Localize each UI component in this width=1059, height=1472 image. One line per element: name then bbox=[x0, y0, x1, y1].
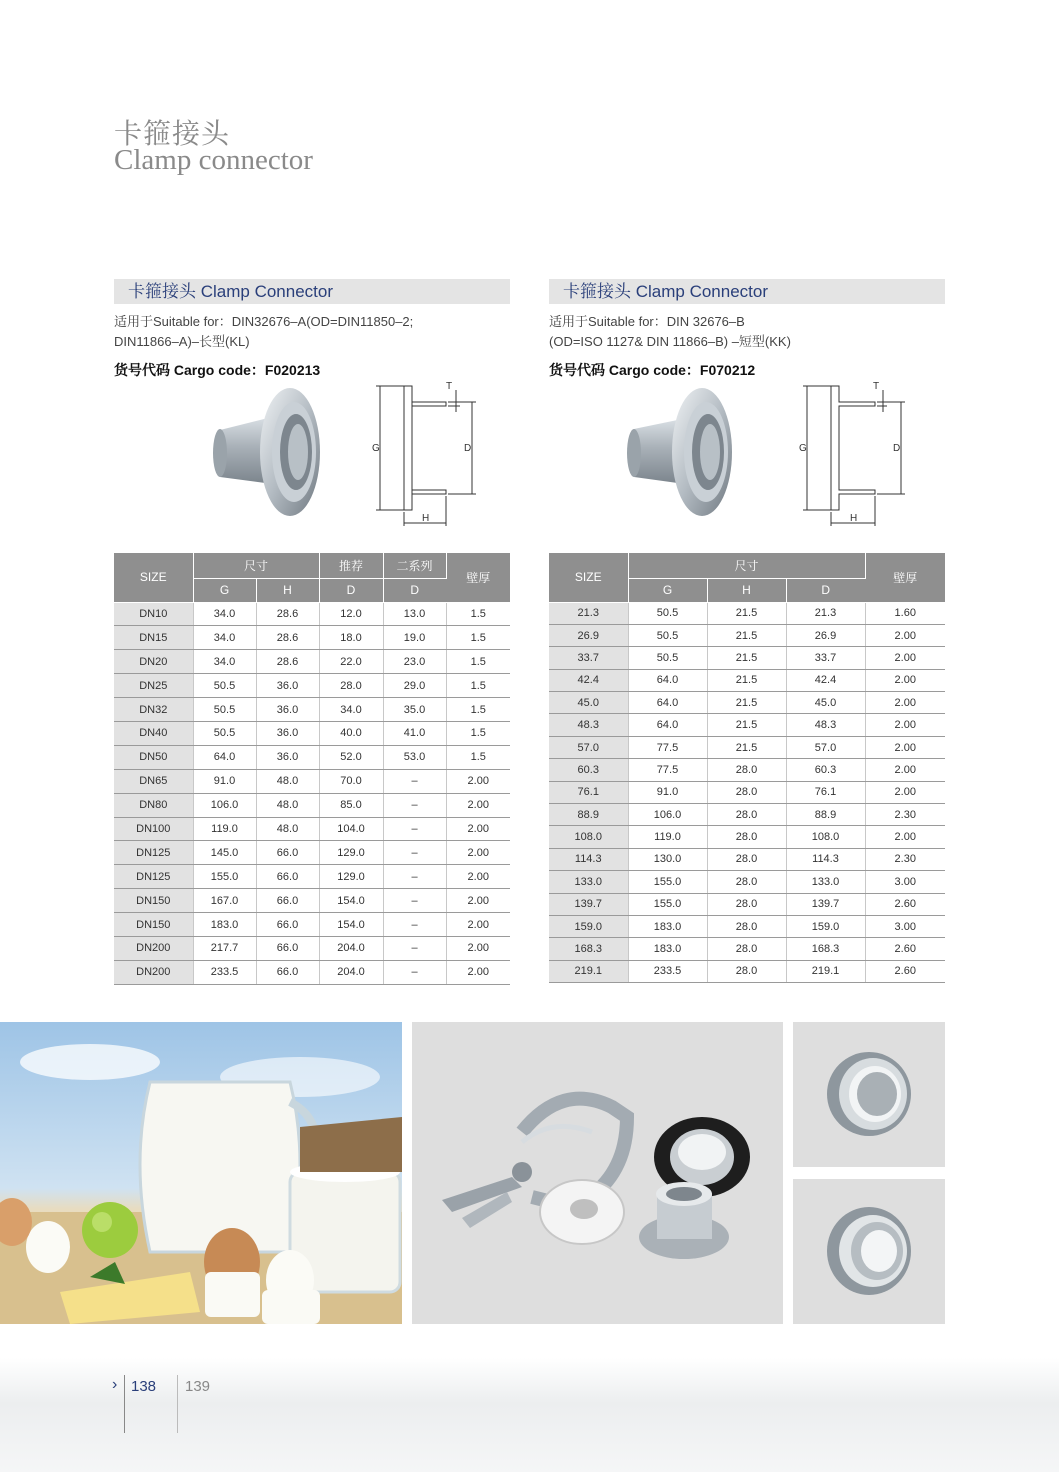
size-cell: DN125 bbox=[114, 841, 193, 865]
table-row bbox=[549, 848, 945, 870]
table-row bbox=[549, 714, 945, 736]
value-cell: 28.0 bbox=[707, 759, 786, 781]
left-connector-render bbox=[210, 385, 325, 520]
value-cell: – bbox=[383, 793, 446, 817]
value-cell: 219.1 bbox=[786, 960, 865, 982]
right-dimension-drawing bbox=[795, 378, 910, 530]
table-row bbox=[114, 602, 510, 626]
table-row bbox=[549, 938, 945, 960]
value-cell: 217.7 bbox=[193, 936, 256, 960]
value-cell: 18.0 bbox=[319, 626, 383, 650]
value-cell: 22.0 bbox=[319, 650, 383, 674]
value-cell: 70.0 bbox=[319, 769, 383, 793]
value-cell: 1.5 bbox=[446, 721, 510, 745]
value-cell: 2.00 bbox=[446, 936, 510, 960]
value-cell: 48.3 bbox=[786, 714, 865, 736]
table-row bbox=[114, 889, 510, 913]
dairy-photo bbox=[0, 1022, 402, 1324]
header-d: D bbox=[319, 578, 383, 602]
size-cell: 139.7 bbox=[549, 893, 628, 915]
table-row bbox=[114, 650, 510, 674]
value-cell: 183.0 bbox=[628, 915, 707, 937]
value-cell: 91.0 bbox=[193, 769, 256, 793]
value-cell: – bbox=[383, 960, 446, 984]
clamp-kit-render bbox=[412, 1022, 783, 1324]
value-cell: 183.0 bbox=[628, 938, 707, 960]
size-cell: DN125 bbox=[114, 865, 193, 889]
value-cell: 1.5 bbox=[446, 650, 510, 674]
header-d: D bbox=[786, 578, 865, 602]
right-connector-render bbox=[626, 385, 736, 520]
value-cell: 45.0 bbox=[786, 692, 865, 714]
value-cell: 155.0 bbox=[193, 865, 256, 889]
size-cell: 42.4 bbox=[549, 669, 628, 691]
left-label-h: H bbox=[422, 513, 430, 524]
value-cell: 106.0 bbox=[628, 804, 707, 826]
footer bbox=[0, 1358, 1059, 1472]
value-cell: 21.5 bbox=[707, 692, 786, 714]
right-suitable-for bbox=[549, 312, 945, 352]
header-recommended: 推荐 bbox=[319, 553, 383, 578]
value-cell: 28.0 bbox=[707, 960, 786, 982]
header-size: SIZE bbox=[549, 553, 628, 602]
size-cell: DN150 bbox=[114, 913, 193, 937]
left-section-heading: 卡箍接头 Clamp Connector bbox=[114, 279, 510, 304]
value-cell: 35.0 bbox=[383, 698, 446, 722]
right-label-h: H bbox=[850, 513, 858, 524]
right-suitable-line2: (OD=ISO 1127& DIN 11866–B) –短型(KK) bbox=[549, 334, 791, 349]
value-cell: 2.00 bbox=[446, 889, 510, 913]
value-cell: 154.0 bbox=[319, 913, 383, 937]
header-g: G bbox=[193, 578, 256, 602]
value-cell: – bbox=[383, 817, 446, 841]
header-h: H bbox=[256, 578, 319, 602]
table-row bbox=[549, 669, 945, 691]
value-cell: 40.0 bbox=[319, 721, 383, 745]
value-cell: 50.5 bbox=[628, 602, 707, 624]
value-cell: 21.5 bbox=[707, 669, 786, 691]
size-cell: 57.0 bbox=[549, 736, 628, 758]
value-cell: – bbox=[383, 936, 446, 960]
table-row bbox=[114, 793, 510, 817]
value-cell: 66.0 bbox=[256, 841, 319, 865]
value-cell: 167.0 bbox=[193, 889, 256, 913]
value-cell: 28.6 bbox=[256, 626, 319, 650]
table-row bbox=[549, 692, 945, 714]
value-cell: 64.0 bbox=[628, 714, 707, 736]
value-cell: 88.9 bbox=[786, 804, 865, 826]
footer-divider-1 bbox=[124, 1375, 125, 1433]
page-arrow-icon: › bbox=[112, 1376, 118, 1393]
right-label-g: G bbox=[799, 443, 807, 454]
table-row bbox=[549, 759, 945, 781]
right-cargo-code: 货号代码 Cargo code：F070212 bbox=[549, 362, 756, 378]
value-cell: 50.5 bbox=[193, 721, 256, 745]
table-row bbox=[549, 736, 945, 758]
value-cell: 64.0 bbox=[193, 745, 256, 769]
value-cell: 2.00 bbox=[865, 714, 945, 736]
value-cell: 48.0 bbox=[256, 793, 319, 817]
right-label-t: T bbox=[873, 381, 880, 392]
value-cell: 204.0 bbox=[319, 960, 383, 984]
size-cell: DN32 bbox=[114, 698, 193, 722]
size-cell: 21.3 bbox=[549, 602, 628, 624]
value-cell: 106.0 bbox=[193, 793, 256, 817]
value-cell: 119.0 bbox=[193, 817, 256, 841]
value-cell: 28.0 bbox=[707, 804, 786, 826]
page-title-en: Clamp connector bbox=[114, 144, 313, 176]
value-cell: 76.1 bbox=[786, 781, 865, 803]
size-cell: DN50 bbox=[114, 745, 193, 769]
value-cell: 66.0 bbox=[256, 960, 319, 984]
value-cell: 2.00 bbox=[446, 841, 510, 865]
size-cell: DN10 bbox=[114, 602, 193, 626]
size-cell: DN200 bbox=[114, 960, 193, 984]
value-cell: 19.0 bbox=[383, 626, 446, 650]
value-cell: 50.5 bbox=[628, 624, 707, 646]
value-cell: 41.0 bbox=[383, 721, 446, 745]
value-cell: 66.0 bbox=[256, 913, 319, 937]
table-row bbox=[114, 841, 510, 865]
table-row bbox=[549, 871, 945, 893]
left-cargo-code: 货号代码 Cargo code：F020213 bbox=[114, 362, 321, 378]
value-cell: 2.00 bbox=[446, 913, 510, 937]
right-section-heading: 卡箍接头 Clamp Connector bbox=[549, 279, 945, 304]
header-series2: 二系列 bbox=[383, 553, 446, 578]
size-cell: DN150 bbox=[114, 889, 193, 913]
size-cell: DN15 bbox=[114, 626, 193, 650]
value-cell: 3.00 bbox=[865, 871, 945, 893]
table-row bbox=[114, 674, 510, 698]
size-cell: DN200 bbox=[114, 936, 193, 960]
table-row bbox=[114, 960, 510, 984]
value-cell: 145.0 bbox=[193, 841, 256, 865]
value-cell: 2.00 bbox=[865, 826, 945, 848]
table-row bbox=[114, 626, 510, 650]
header-g: G bbox=[628, 578, 707, 602]
value-cell: 66.0 bbox=[256, 865, 319, 889]
value-cell: 36.0 bbox=[256, 745, 319, 769]
right-suitable-line1: 适用于Suitable for：DIN 32676–B bbox=[549, 314, 745, 329]
value-cell: 28.6 bbox=[256, 650, 319, 674]
size-cell: 76.1 bbox=[549, 781, 628, 803]
value-cell: 77.5 bbox=[628, 759, 707, 781]
value-cell: 21.5 bbox=[707, 647, 786, 669]
value-cell: 2.00 bbox=[865, 647, 945, 669]
value-cell: 77.5 bbox=[628, 736, 707, 758]
header-wall-thickness: 壁厚 bbox=[865, 553, 945, 602]
value-cell: 34.0 bbox=[193, 626, 256, 650]
right-spec-table bbox=[549, 553, 945, 983]
value-cell: 12.0 bbox=[319, 602, 383, 626]
value-cell: 233.5 bbox=[193, 960, 256, 984]
size-cell: 88.9 bbox=[549, 804, 628, 826]
value-cell: 1.5 bbox=[446, 674, 510, 698]
value-cell: 52.0 bbox=[319, 745, 383, 769]
value-cell: 50.5 bbox=[193, 674, 256, 698]
value-cell: 2.00 bbox=[865, 624, 945, 646]
size-cell: 33.7 bbox=[549, 647, 628, 669]
value-cell: 21.5 bbox=[707, 736, 786, 758]
size-cell: 60.3 bbox=[549, 759, 628, 781]
ferrule-photo-2 bbox=[793, 1179, 945, 1324]
value-cell: 129.0 bbox=[319, 841, 383, 865]
left-suitable-line1: 适用于Suitable for：DIN32676–A(OD=DIN11850–2; bbox=[114, 314, 414, 329]
value-cell: 28.0 bbox=[707, 915, 786, 937]
value-cell: 21.3 bbox=[786, 602, 865, 624]
table-row bbox=[549, 893, 945, 915]
table-row bbox=[114, 865, 510, 889]
value-cell: 36.0 bbox=[256, 698, 319, 722]
value-cell: 3.00 bbox=[865, 915, 945, 937]
value-cell: 36.0 bbox=[256, 674, 319, 698]
value-cell: 1.5 bbox=[446, 698, 510, 722]
right-product-section bbox=[549, 279, 945, 380]
table-row bbox=[114, 721, 510, 745]
value-cell: 34.0 bbox=[193, 650, 256, 674]
value-cell: 66.0 bbox=[256, 936, 319, 960]
value-cell: 2.00 bbox=[446, 769, 510, 793]
value-cell: 28.0 bbox=[707, 938, 786, 960]
value-cell: 50.5 bbox=[193, 698, 256, 722]
value-cell: – bbox=[383, 889, 446, 913]
value-cell: 64.0 bbox=[628, 692, 707, 714]
size-cell: 45.0 bbox=[549, 692, 628, 714]
value-cell: 130.0 bbox=[628, 848, 707, 870]
value-cell: – bbox=[383, 769, 446, 793]
value-cell: 28.0 bbox=[707, 871, 786, 893]
value-cell: 2.30 bbox=[865, 804, 945, 826]
header-d-series2: D bbox=[383, 578, 446, 602]
value-cell: 85.0 bbox=[319, 793, 383, 817]
value-cell: 119.0 bbox=[628, 826, 707, 848]
value-cell: 66.0 bbox=[256, 889, 319, 913]
ferrule-render-1 bbox=[793, 1022, 945, 1167]
value-cell: 133.0 bbox=[786, 871, 865, 893]
table-row bbox=[549, 826, 945, 848]
left-spec-table bbox=[114, 553, 510, 985]
value-cell: 159.0 bbox=[786, 915, 865, 937]
left-suitable-line2: DIN11866–A)–长型(KL) bbox=[114, 334, 250, 349]
value-cell: 2.00 bbox=[865, 736, 945, 758]
value-cell: 28.0 bbox=[707, 826, 786, 848]
value-cell: 2.00 bbox=[446, 865, 510, 889]
table-row bbox=[114, 936, 510, 960]
value-cell: 2.00 bbox=[446, 817, 510, 841]
left-label-d: D bbox=[464, 443, 472, 454]
table-row bbox=[114, 698, 510, 722]
value-cell: 2.00 bbox=[865, 669, 945, 691]
dairy-scene bbox=[0, 1022, 402, 1324]
value-cell: 28.0 bbox=[707, 781, 786, 803]
value-cell: 28.0 bbox=[707, 848, 786, 870]
value-cell: 168.3 bbox=[786, 938, 865, 960]
header-wall-thickness: 壁厚 bbox=[446, 553, 510, 602]
table-row bbox=[549, 960, 945, 982]
value-cell: 57.0 bbox=[786, 736, 865, 758]
size-cell: DN25 bbox=[114, 674, 193, 698]
value-cell: 29.0 bbox=[383, 674, 446, 698]
size-cell: 133.0 bbox=[549, 871, 628, 893]
table-row bbox=[549, 915, 945, 937]
left-product-section bbox=[114, 279, 510, 380]
value-cell: 50.5 bbox=[628, 647, 707, 669]
table-row bbox=[114, 817, 510, 841]
value-cell: 2.00 bbox=[865, 781, 945, 803]
table-row bbox=[114, 913, 510, 937]
value-cell: 1.60 bbox=[865, 602, 945, 624]
value-cell: 28.6 bbox=[256, 602, 319, 626]
header-dimension: 尺寸 bbox=[628, 553, 865, 578]
footer-divider-2 bbox=[177, 1375, 178, 1433]
value-cell: 183.0 bbox=[193, 913, 256, 937]
value-cell: 2.60 bbox=[865, 960, 945, 982]
value-cell: 28.0 bbox=[319, 674, 383, 698]
value-cell: 2.60 bbox=[865, 938, 945, 960]
value-cell: 53.0 bbox=[383, 745, 446, 769]
size-cell: 114.3 bbox=[549, 848, 628, 870]
size-cell: 26.9 bbox=[549, 624, 628, 646]
value-cell: – bbox=[383, 841, 446, 865]
value-cell: 28.0 bbox=[707, 893, 786, 915]
size-cell: 168.3 bbox=[549, 938, 628, 960]
value-cell: 21.5 bbox=[707, 602, 786, 624]
value-cell: 2.00 bbox=[865, 692, 945, 714]
value-cell: 1.5 bbox=[446, 602, 510, 626]
clamp-kit-photo bbox=[412, 1022, 783, 1324]
value-cell: 155.0 bbox=[628, 871, 707, 893]
header-dimension: 尺寸 bbox=[193, 553, 319, 578]
table-row bbox=[549, 647, 945, 669]
value-cell: 1.5 bbox=[446, 626, 510, 650]
table-row bbox=[114, 745, 510, 769]
table-row bbox=[549, 624, 945, 646]
value-cell: 1.5 bbox=[446, 745, 510, 769]
table-row bbox=[549, 602, 945, 624]
size-cell: DN20 bbox=[114, 650, 193, 674]
value-cell: 91.0 bbox=[628, 781, 707, 803]
value-cell: 23.0 bbox=[383, 650, 446, 674]
value-cell: 233.5 bbox=[628, 960, 707, 982]
left-label-g: G bbox=[372, 443, 380, 454]
value-cell: 2.60 bbox=[865, 893, 945, 915]
value-cell: 33.7 bbox=[786, 647, 865, 669]
value-cell: 154.0 bbox=[319, 889, 383, 913]
value-cell: 2.00 bbox=[446, 793, 510, 817]
value-cell: 34.0 bbox=[319, 698, 383, 722]
value-cell: 21.5 bbox=[707, 624, 786, 646]
size-cell: 48.3 bbox=[549, 714, 628, 736]
value-cell: 204.0 bbox=[319, 936, 383, 960]
size-cell: DN65 bbox=[114, 769, 193, 793]
size-cell: 219.1 bbox=[549, 960, 628, 982]
right-label-d: D bbox=[893, 443, 901, 454]
left-label-t: T bbox=[446, 381, 453, 392]
table-row bbox=[549, 804, 945, 826]
table-row bbox=[114, 769, 510, 793]
value-cell: 114.3 bbox=[786, 848, 865, 870]
value-cell: 48.0 bbox=[256, 817, 319, 841]
value-cell: 42.4 bbox=[786, 669, 865, 691]
value-cell: 48.0 bbox=[256, 769, 319, 793]
value-cell: 60.3 bbox=[786, 759, 865, 781]
left-suitable-for bbox=[114, 312, 510, 352]
value-cell: 36.0 bbox=[256, 721, 319, 745]
size-cell: 159.0 bbox=[549, 915, 628, 937]
value-cell: 139.7 bbox=[786, 893, 865, 915]
size-cell: DN40 bbox=[114, 721, 193, 745]
value-cell: 64.0 bbox=[628, 669, 707, 691]
value-cell: 2.30 bbox=[865, 848, 945, 870]
ferrule-photo-1 bbox=[793, 1022, 945, 1167]
value-cell: 21.5 bbox=[707, 714, 786, 736]
value-cell: 104.0 bbox=[319, 817, 383, 841]
page-number-current[interactable]: 138 bbox=[131, 1378, 157, 1395]
ferrule-render-2 bbox=[793, 1179, 945, 1324]
page-number-next[interactable]: 139 bbox=[185, 1378, 211, 1395]
header-size: SIZE bbox=[114, 553, 193, 602]
value-cell: – bbox=[383, 865, 446, 889]
header-h: H bbox=[707, 578, 786, 602]
table-row bbox=[549, 781, 945, 803]
size-cell: DN80 bbox=[114, 793, 193, 817]
value-cell: 129.0 bbox=[319, 865, 383, 889]
value-cell: – bbox=[383, 913, 446, 937]
value-cell: 26.9 bbox=[786, 624, 865, 646]
value-cell: 108.0 bbox=[786, 826, 865, 848]
size-cell: DN100 bbox=[114, 817, 193, 841]
value-cell: 34.0 bbox=[193, 602, 256, 626]
value-cell: 155.0 bbox=[628, 893, 707, 915]
left-dimension-drawing bbox=[368, 378, 483, 530]
value-cell: 2.00 bbox=[446, 960, 510, 984]
value-cell: 13.0 bbox=[383, 602, 446, 626]
size-cell: 108.0 bbox=[549, 826, 628, 848]
value-cell: 2.00 bbox=[865, 759, 945, 781]
page-title-cn: 卡箍接头 bbox=[114, 117, 231, 150]
